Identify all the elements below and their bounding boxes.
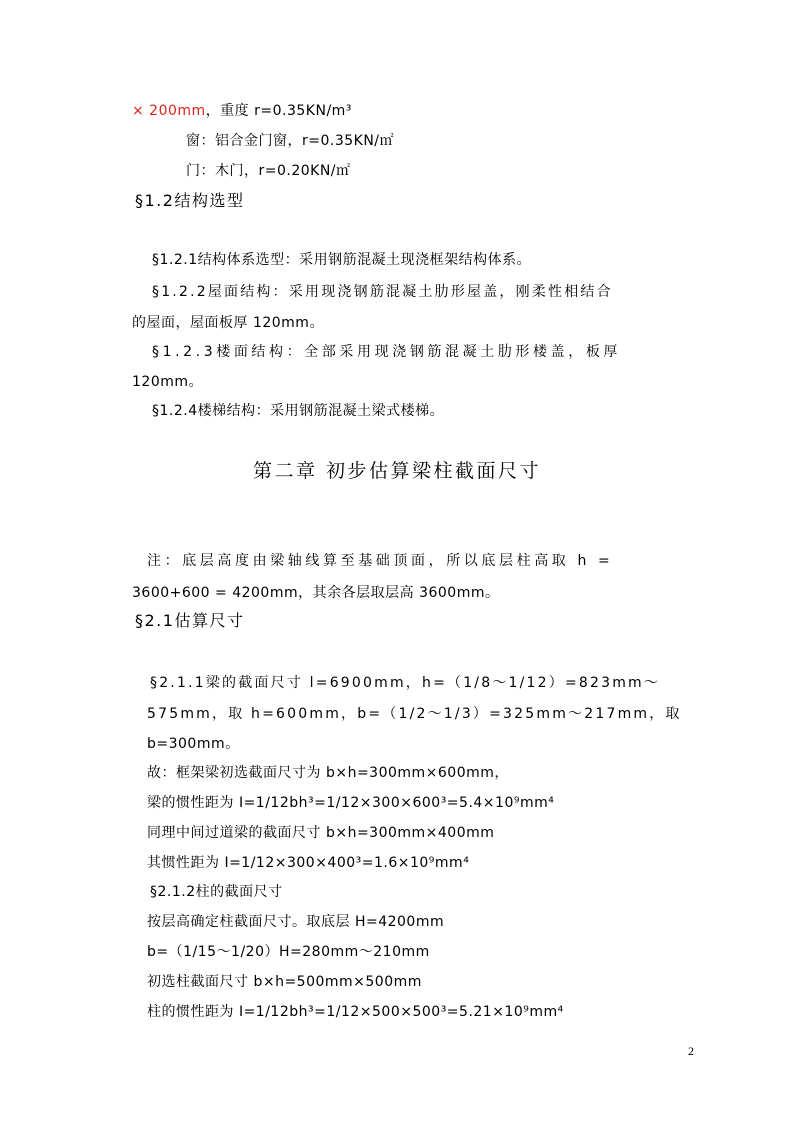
note-line2: 3600+600 = 4200mm，其余各层取层高 3600mm。 — [132, 585, 500, 601]
material-weight-line — [132, 101, 352, 121]
note-line1: 注：底层高度由梁轴线算至基础顶面，所以底层柱高取 h = — [147, 553, 614, 569]
para-1-2-3-line1: §1.2.3楼面结构：全部采用现浇钢筋混凝土肋形楼盖，板厚 — [152, 344, 622, 360]
column-inertia: 柱的惯性距为 I=1/12bh³=1/12×500×500³=5.21×10⁹mm⁴ — [147, 1004, 564, 1020]
door-spec: 门：木门，r=0.20KN/㎡ — [186, 163, 351, 179]
section-heading-1-2: §1.2结构选型 — [135, 191, 245, 210]
para-2-1-1-line3: b=300mm。 — [147, 736, 240, 752]
para-2-1-1-line2: 575mm，取 h=600mm，b=（1/2～1/3）=325mm～217mm，取 — [147, 706, 682, 722]
dimension-highlight: × 200mm — [132, 103, 206, 119]
chapter-title: 第二章 初步估算梁柱截面尺寸 — [252, 460, 542, 482]
beam-inertia: 梁的惯性距为 I=1/12bh³=1/12×300×600³=5.4×10⁹mm⁴ — [147, 795, 555, 811]
subsection-heading-2-1-2: §2.1.2柱的截面尺寸 — [150, 884, 283, 900]
para-1-2-1: §1.2.1结构体系选型：采用钢筋混凝土现浇框架结构体系。 — [152, 252, 532, 268]
weight-text: ，重度 r=0.35KN/m³ — [205, 103, 352, 119]
corridor-beam-size: 同理中间过道梁的截面尺寸 b×h=300mm×400mm — [147, 825, 495, 841]
section-heading-2-1: §2.1估算尺寸 — [135, 611, 245, 630]
para-1-2-2-line1: §1.2.2屋面结构：采用现浇钢筋混凝土肋形屋盖，刚柔性相结合 — [152, 284, 613, 300]
column-size: 初选柱截面尺寸 b×h=500mm×500mm — [147, 974, 422, 990]
column-height: 按层高确定柱截面尺寸。取底层 H=4200mm — [147, 914, 445, 930]
para-1-2-4: §1.2.4楼梯结构：采用钢筋混凝土梁式楼梯。 — [152, 403, 445, 419]
corridor-beam-inertia: 其惯性距为 I=1/12×300×400³=1.6×10⁹mm⁴ — [147, 855, 470, 871]
frame-beam-size: 故：框架梁初选截面尺寸为 b×h=300mm×600mm， — [147, 765, 509, 781]
para-2-1-1-line1: §2.1.1梁的截面尺寸 l=6900mm，h=（1/8～1/12）=823mm～ — [150, 675, 661, 691]
column-width-range: b=（1/15～1/20）H=280mm～210mm — [147, 944, 430, 960]
para-1-2-2-line2: 的屋面，屋面板厚 120mm。 — [132, 315, 324, 331]
window-spec: 窗：铝合金门窗，r=0.35KN/㎡ — [186, 133, 395, 149]
para-1-2-3-line2: 120mm。 — [132, 374, 203, 390]
page-number: 2 — [688, 1044, 694, 1058]
